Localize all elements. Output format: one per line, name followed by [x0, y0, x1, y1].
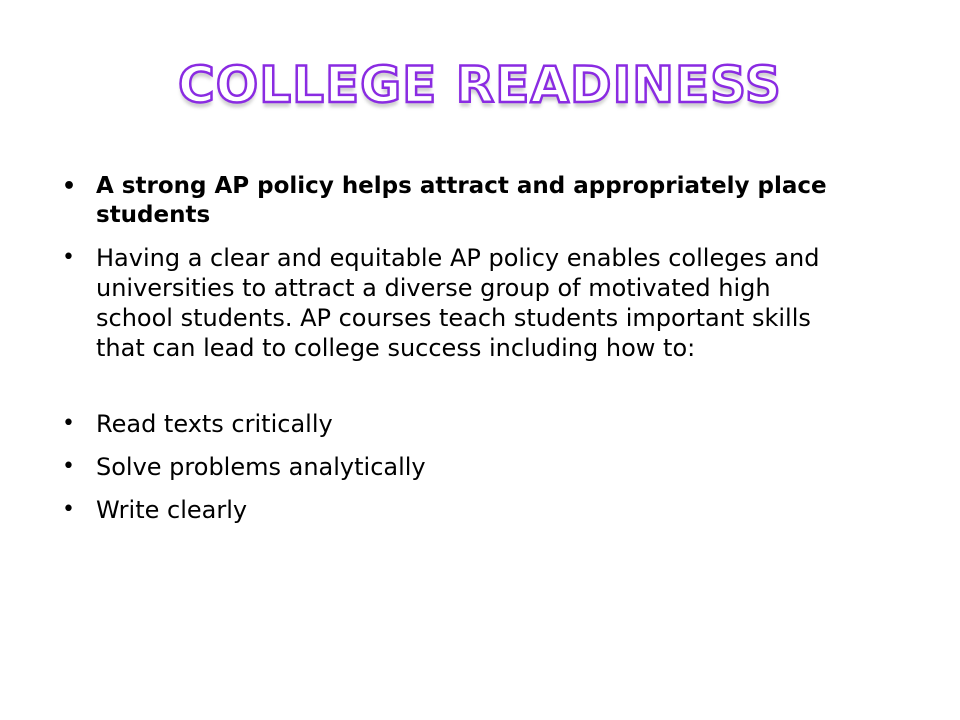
slide-title: COLLEGE READINESS — [178, 56, 782, 114]
bullet-text: Read texts critically — [96, 410, 333, 438]
bullet-list — [58, 172, 848, 538]
bullet-item — [58, 495, 848, 525]
bullet-item — [58, 452, 848, 482]
bullet-text: Having a clear and equitable AP policy enables colleges and universities to attract a diverse group of motivated high school students. AP courses teach students important skills that can lead to college success including how to: — [96, 244, 820, 362]
bullet-dot-icon: • — [62, 454, 75, 479]
bullet-dot-icon: • — [62, 174, 77, 199]
bullet-text: Solve problems analytically — [96, 453, 426, 481]
bullet-item — [58, 172, 848, 230]
bullet-text: A strong AP policy helps attract and appropriately place students — [96, 173, 827, 228]
bullet-text: Write clearly — [96, 496, 248, 524]
bullet-dot-icon: • — [62, 411, 75, 436]
bullet-item — [58, 243, 848, 363]
bullet-item — [58, 409, 848, 439]
bullet-dot-icon: • — [62, 497, 75, 522]
bullet-dot-icon: • — [62, 245, 75, 270]
